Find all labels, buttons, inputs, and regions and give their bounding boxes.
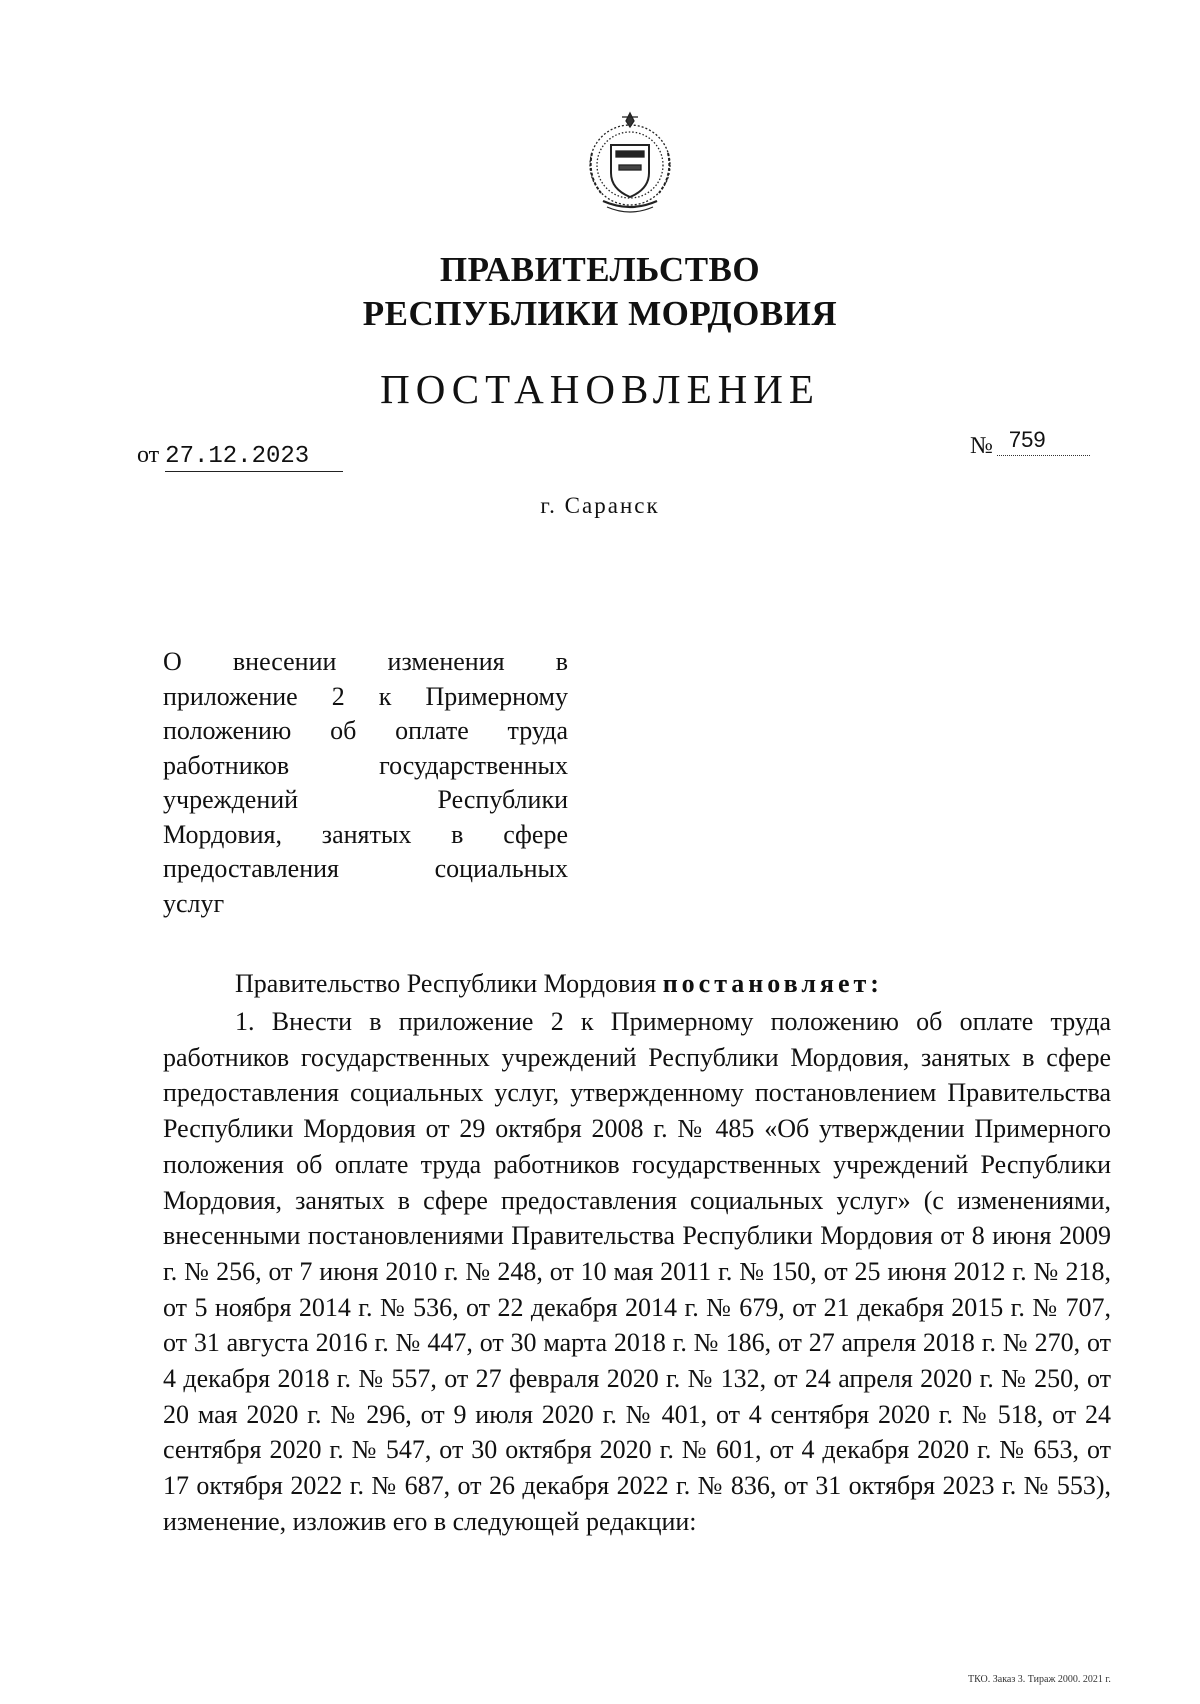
subject-line: учреждений Республики <box>163 785 568 814</box>
document-subject <box>163 645 568 921</box>
org-name-line2: РЕСПУБЛИКИ МОРДОВИЯ <box>362 294 838 333</box>
paragraph-1: 1. Внести в приложение 2 к Примерному положению об оплате труда работников государственных учреждений Республики Мордовия, занятых в сфере предоставления социальных услуг, утвержденному постановлением Правительства Республики Мордовия от 29 октября 2008 г. № 485 «Об утверждении Примерного положения об оплате труда работников государственных учреждений Республики Мордовия, занятых в сфере предоставления социальных услуг» (с изменениями, внесенными постановлениями Правительства Республики Мордовия от 8 июня 2009 г. № 256, от 7 июня 2010 г. № 248, от 10 мая 2011 г. № 150, от 25 июня 2012 г. № 218, от 5 ноября 2014 г. № 536, от 22 декабря 2014 г. № 679, от 21 декабря 2015 г. № 707, от 31 августа 2016 г. № 447, от 30 марта 2018 г. № 186, от 27 апреля 2018 г. № 270, от 4 декабря 2018 г. № 557, от 27 февраля 2020 г. № 132, от 24 апреля 2020 г. № 250, от 20 мая 2020 г. № 296, от 9 июля 2020 г. № 401, от 4 сентября 2020 г. № 518, от 24 сентября 2020 г. № 547, от 30 октября 2020 г. № 601, от 4 декабря 2020 г. № 653, от 17 октября 2022 г. № 687, от 26 декабря 2022 г. № 836, от 31 октября 2023 г. № 553), изменение, изложив его в следующей редакции: <box>163 1007 1111 1536</box>
document-date: 27.12.2023 <box>165 443 343 472</box>
document-number: 759 <box>997 427 1090 456</box>
subject-line: О внесении изменения в <box>163 647 568 676</box>
subject-line: работников государственных <box>163 750 568 780</box>
document-date-row <box>137 442 343 472</box>
org-name-line1: ПРАВИТЕЛЬСТВО <box>439 250 761 289</box>
date-prefix: от <box>137 442 160 468</box>
preamble-verb: постановляет: <box>662 969 883 998</box>
document-number-row <box>970 427 1090 462</box>
coat-of-arms-icon <box>577 105 683 217</box>
subject-line: услуг <box>163 888 225 918</box>
preamble <box>235 969 883 999</box>
preamble-text: Правительство Республики Мордовия <box>235 969 657 998</box>
print-info: ТКО. Заказ 3. Тираж 2000. 2021 г. <box>968 1674 1111 1685</box>
subject-line: Мордовия, занятых в сфере <box>163 819 568 849</box>
subject-line: предоставления социальных <box>163 854 568 883</box>
document-type-title: ПОСТАНОВЛЕНИЕ <box>380 366 820 412</box>
subject-line: приложение 2 к Примерному <box>163 681 568 711</box>
subject-line: положению об оплате труда <box>163 716 568 745</box>
number-prefix: № <box>970 433 993 459</box>
city-label: г. Саранск <box>540 493 660 518</box>
